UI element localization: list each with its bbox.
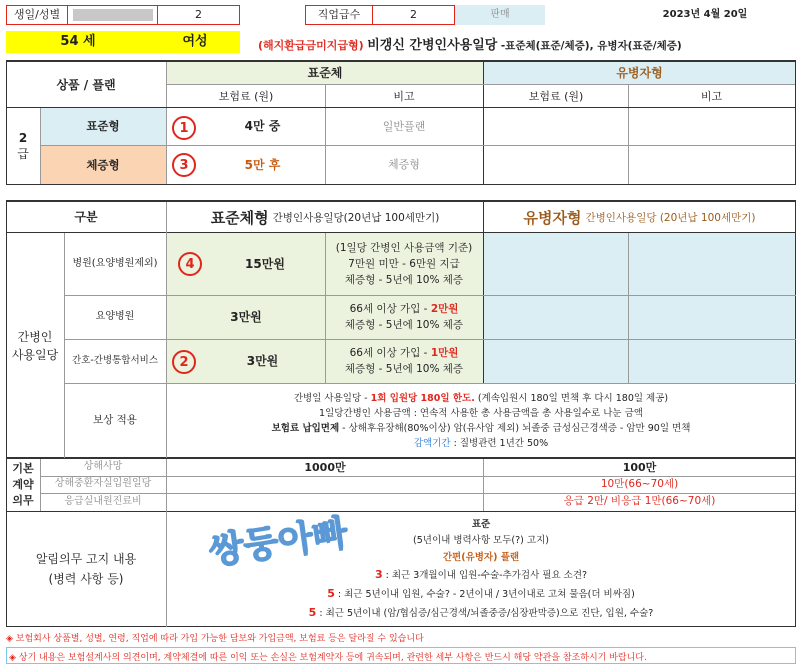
disclosure-std-title: 표준: [471, 519, 491, 531]
note-label-2: 비고: [700, 89, 723, 103]
disclosure-sick-title: 간편(유병자) 플랜: [442, 551, 520, 563]
premium-label-2: 보험료 (원): [528, 89, 584, 103]
std-sub: 간병인사용일당(20년납 100세만기): [272, 212, 440, 224]
group-label-1: 간병인: [17, 330, 53, 344]
premium-label: 보험료 (원): [218, 89, 274, 103]
footer-note-2: ◈ 상기 내용은 보험설계사의 의견이며, 계약체결에 따른 이익 또는 손실은 보험계약자 등에 귀속되며, 관련한 세부 사항은 반드시 해당 약관을 참조하시기 바랍니다.: [9, 653, 647, 663]
circle-badge-3: 3: [172, 153, 196, 177]
disclosure-item-3: 5 : 최근 5년이내 (암/협심증/심근경색/뇌졸중증/심장판막증)으로 진단, 입원, 수술?: [308, 605, 654, 619]
masked-birth-box: [73, 9, 153, 21]
coverage-label: 보상 적용: [93, 414, 137, 427]
row-nursing-amount: 3만원: [230, 309, 262, 324]
note-increasing: 체증형: [388, 158, 420, 172]
group-label: [6, 233, 64, 459]
gender-code: 2: [158, 5, 240, 25]
age-box: 54 세: [6, 31, 150, 53]
row-integrated-note: [325, 339, 483, 383]
hospital-note-line-3: 체증형 - 5년에 10% 체증: [344, 274, 464, 287]
basic-row-1-sick: 100만: [622, 460, 657, 474]
basic-row-2-sick: 10만(66~70세): [600, 477, 679, 490]
sale-status: 판매: [455, 5, 545, 25]
nursing-note-line-2: 체증형 - 5년에 10% 체증: [344, 319, 464, 331]
row-integrated-name: 간호-간병통합서비스: [71, 355, 159, 367]
coverage-line-2: 1일당간병인 사용금액 : 연속적 사용한 총 사용금액을 총 사용일수로 나눈 금액: [319, 407, 643, 419]
coverage-line-4: 감액기간 : 질병관련 1년간 50%: [413, 438, 549, 450]
row-hospital-amount: 15만원: [245, 256, 285, 271]
coverage-text: [167, 384, 795, 458]
std-title-cell: [167, 202, 483, 233]
sick-title: 유병자형: [523, 209, 582, 227]
birth-gender-label: 생일/성별: [6, 5, 68, 25]
coverage-line-3: 보험료 납입면제 - 상해후유장해(80%이상) 암(유사암 제외) 뇌졸중 급성심근경색증 - 암만 90일 면책: [271, 423, 691, 434]
group-label-2: 사용일당: [11, 348, 59, 362]
row-nursing-note: [325, 295, 483, 339]
product-name: 비갱신 간병인사용일당: [367, 38, 498, 53]
row-hospital-note: [325, 233, 483, 295]
date-text: 2023년 4월 20일: [662, 8, 748, 20]
grade-label: [6, 108, 40, 184]
disclosure-item-2: 5 : 최근 5년이내 입원, 수술? - 2년이내 / 3년이내로 고쳐 물음(더 비싸짐): [327, 587, 635, 601]
basic-row-3-sick: 응급 2만/ 비응급 1만(66~70세): [563, 495, 716, 508]
premium-increasing: 5만 후: [244, 157, 281, 172]
standard-header: 표준체: [307, 65, 343, 80]
std-title: 표준체형: [210, 209, 269, 227]
hospital-note-line-1: (1일당 간병인 사용금액 기준): [335, 241, 473, 254]
job-grade-value: 2: [373, 5, 455, 25]
grade-unit: 급: [17, 146, 29, 161]
division-label: 구분: [74, 210, 98, 224]
premium-standard: 4만 중: [244, 119, 281, 133]
product-plan-label: 상품 / 플랜: [56, 77, 116, 92]
product-prefix: (해지환급금미지급형): [258, 39, 364, 52]
circle-badge-2: 2: [172, 350, 196, 374]
row-integrated-amount: 3만원: [246, 353, 279, 368]
product-title: [258, 34, 798, 52]
grade-num: 2: [18, 130, 28, 145]
row-hospital-name: 병원(요양병원제외): [72, 257, 158, 269]
note-label: 비고: [393, 89, 415, 103]
plan-row-standard: 표준형: [40, 108, 166, 145]
row-nursing-name: 요양병원: [95, 310, 135, 322]
birth-value: [68, 5, 158, 25]
disclosure-std-desc: (5년이내 병력사항 모두(?) 고지): [413, 535, 549, 547]
product-suffix: -표준체(표준/체증), 유병자(표준/체증): [500, 40, 682, 52]
job-grade-label: 직업급수: [305, 5, 373, 25]
watermark: 쌍둥아빠: [206, 512, 351, 573]
hospital-note-line-2: 7만원 미만 - 6만원 지급: [348, 257, 460, 270]
footer-note-2-box: [6, 647, 796, 664]
nursing-note-line-1: 66세 이상 가입 - 2만원: [349, 302, 459, 315]
basic-contract-side: 기본 계약 의무: [12, 462, 34, 507]
disclosure-label: 알림의무 고지 내용 (병력 사항 등): [35, 551, 137, 586]
plan-row-increasing: 체증형: [40, 146, 166, 184]
integrated-note-line-1: 66세 이상 가입 - 1만원: [349, 346, 459, 359]
basic-row-1-std: 1000만: [304, 460, 346, 474]
note-standard: 일반플랜: [382, 119, 426, 133]
integrated-note-line-2: 체증형 - 5년에 10% 체증: [344, 363, 464, 375]
disclosure-item-1: 3 : 최근 3개월이내 입원-수술-추가검사 필요 소견?: [374, 568, 588, 582]
sick-header: 유병자형: [616, 65, 663, 80]
circle-badge-1: 1: [172, 116, 196, 140]
sick-sub: 간병인사용일당 (20년납 100세만기): [585, 212, 756, 224]
basic-row-1-label: 상해사망: [83, 461, 123, 473]
footer-note-1: ◈ 보험회사 상품별, 성별, 연령, 직업에 따라 가입 가능한 담보와 가입금액, 보험료 등은 달라질 수 있습니다: [6, 634, 424, 644]
basic-row-2-label: 상해중환자실입원일당: [54, 478, 152, 490]
basic-row-3-label: 응급실내원진료비: [64, 495, 142, 507]
circle-badge-4: 4: [178, 252, 202, 276]
sick-title-cell: [484, 202, 795, 233]
coverage-line-1: 간병일 사용일당 - 1회 입원당 180일 한도. (계속입원시 180일 면책 후 다시 180일 제공): [293, 392, 669, 404]
gender-box: 여성: [150, 31, 240, 53]
